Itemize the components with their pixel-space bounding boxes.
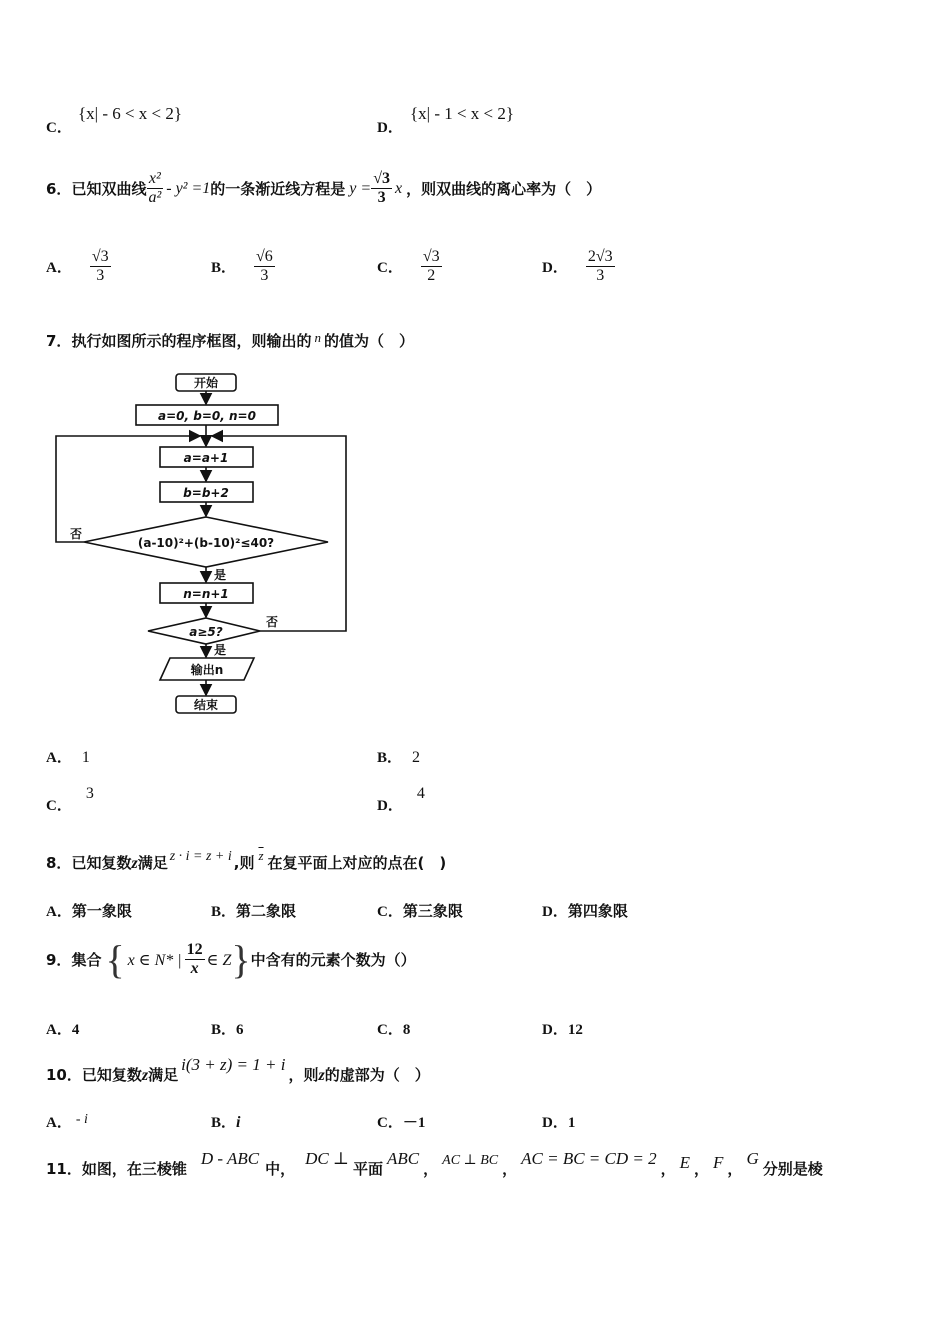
length-equation: AC = BC = CD = 2 [521, 1149, 657, 1168]
option-text: 第二象限 [236, 902, 297, 920]
option-text: 第四象限 [567, 902, 628, 920]
set-right-brace: } [231, 937, 251, 982]
option-value: 6 [236, 1022, 244, 1038]
q7-option-b[interactable] [377, 746, 420, 767]
flowchart [50, 368, 355, 718]
question-text: 平面 [353, 1160, 384, 1178]
option-label: B． [377, 750, 403, 766]
variable-z: z [318, 1067, 325, 1084]
question-text: 中含有的元素个数为（） [250, 951, 416, 969]
punctuation: ， [502, 1160, 518, 1178]
question-text: 的虚部为（ ） [324, 1066, 430, 1084]
question-text: 已知复数 [81, 1066, 142, 1084]
option-value: 4 [71, 1022, 80, 1038]
q8-option-d[interactable] [542, 900, 628, 921]
set-condition-left: x ∈ N* | [127, 951, 182, 969]
q8-option-a[interactable] [46, 900, 132, 921]
option-label: D． [542, 260, 568, 277]
flowchart-cond2-label: a≥5? [189, 625, 223, 639]
option-value: 1 [567, 1115, 576, 1131]
q9-option-c[interactable] [377, 1018, 410, 1039]
flowchart-step2-label: b=b+2 [183, 486, 229, 500]
option-value: 4 [416, 785, 425, 802]
q10-option-a[interactable] [46, 1111, 88, 1132]
option-label: C． [377, 260, 403, 277]
q10-option-c[interactable] [377, 1111, 425, 1132]
variable-z: z [141, 1067, 149, 1084]
q10-option-d[interactable] [542, 1111, 575, 1132]
option-label: A． [46, 750, 72, 766]
question-text: ,则 [233, 854, 255, 872]
flowchart-cond2-yes: 是 [213, 643, 227, 657]
point-g: G [746, 1149, 759, 1168]
question-text: ，则 [288, 1066, 319, 1084]
option-label: D． [377, 798, 403, 814]
option-label: B． [211, 1115, 237, 1131]
q9-option-d[interactable] [542, 1018, 583, 1039]
q5-option-c-label: C． [46, 120, 72, 136]
point-f: F [713, 1153, 724, 1172]
question-text: ，则双曲线的离心率为（ ） [406, 180, 602, 199]
flowchart-cond2-no: 否 [265, 615, 279, 629]
flowchart-output-label: 输出n [190, 663, 224, 677]
q7-option-a[interactable] [46, 746, 90, 767]
flowchart-init-label: a=0, b=0, n=0 [158, 409, 256, 423]
equation: i(3 + z) = 1 + i [181, 1055, 286, 1074]
hyperbola-equation-rest: - y² =1 [166, 179, 211, 197]
option-label: C． [377, 1022, 403, 1038]
q9-option-b[interactable] [211, 1018, 244, 1039]
question-text: 已知复数 [71, 854, 132, 872]
perpendicular-expression: DC ⊥ [305, 1149, 350, 1168]
question-number: 6． [46, 180, 72, 199]
q5-option-c-expression: {x| - 6 < x < 2} [78, 104, 183, 123]
asymptote-x: x [394, 179, 403, 197]
option-value: 12 [567, 1022, 583, 1038]
question-number: 9． [46, 951, 72, 969]
q8-option-b[interactable] [211, 900, 296, 921]
option-label: A． [46, 1115, 72, 1131]
set-fraction: $\frac{12}{x}$ [186, 940, 203, 977]
punctuation: ， [660, 1160, 676, 1178]
asymptote-fraction: $\frac{√3}{3}$ [373, 170, 390, 207]
question-text: 执行如图所示的程序框图，则输出的 [71, 332, 312, 350]
option-fraction: $\frac{√3}{3}$ [91, 248, 109, 285]
question-7 [46, 330, 414, 351]
q5-option-d-expression: {x| - 1 < x < 2} [410, 104, 515, 123]
pyramid-name: D - ABC [200, 1149, 260, 1168]
q9-option-a[interactable] [46, 1018, 79, 1039]
option-value: 8 [402, 1022, 411, 1038]
question-text: 已知双曲线 [71, 180, 147, 199]
question-number: 8． [46, 854, 72, 872]
question-text: 满足 [137, 854, 168, 872]
question-text: 分别是棱 [762, 1160, 823, 1178]
option-label: D． [542, 904, 568, 920]
question-text: 中， [265, 1160, 296, 1178]
question-number: 10． [46, 1066, 82, 1084]
variable-z: z [131, 855, 138, 872]
option-value: 2 [412, 749, 421, 766]
flowchart-step1-label: a=a+1 [183, 451, 229, 465]
variable-z-conjugate: $\overline{z}$ [258, 848, 264, 863]
q8-option-c[interactable] [377, 900, 463, 921]
option-value: i [236, 1114, 241, 1131]
option-label: B． [211, 1022, 237, 1038]
q7-option-c[interactable] [46, 785, 94, 815]
question-text: 集合 [71, 951, 102, 969]
asymptote-lhs: y = [349, 179, 372, 197]
q10-option-b[interactable] [211, 1111, 240, 1132]
q7-option-d[interactable] [377, 785, 425, 815]
point-e: E [679, 1153, 691, 1172]
option-fraction: $\frac{√6}{3}$ [256, 248, 273, 285]
question-text: 的值为（ ） [323, 332, 414, 350]
plane-name: ABC [387, 1149, 420, 1168]
punctuation: ， [423, 1160, 439, 1178]
option-fraction: $\frac{2√3}{3}$ [587, 248, 613, 285]
option-label: D． [542, 1022, 568, 1038]
option-fraction: $\frac{√3}{2}$ [422, 248, 440, 285]
option-label: A． [46, 260, 72, 277]
flowchart-start-label: 开始 [193, 376, 219, 390]
question-number: 7． [46, 332, 72, 350]
question-text: 的一条渐近线方程是 [210, 180, 346, 199]
option-label: B． [211, 260, 237, 277]
question-6 [46, 170, 601, 208]
q6-option-a[interactable] [46, 248, 111, 286]
option-label: C． [377, 1115, 403, 1131]
q5-option-d-label: D． [377, 120, 403, 136]
perpendicular-ac-bc: AC ⊥ BC [442, 1153, 499, 1168]
option-label: C． [377, 904, 403, 920]
question-text: 如图，在三棱锥 [81, 1160, 187, 1178]
equation: z · i = z + i [169, 849, 232, 864]
set-condition-right: ∈ Z [206, 951, 232, 969]
set-left-brace: { [105, 937, 125, 982]
option-text: 第一象限 [71, 902, 132, 920]
flowchart-step3-label: n=n+1 [183, 587, 229, 601]
q6-option-b[interactable] [211, 248, 275, 286]
q6-option-c[interactable] [377, 248, 442, 286]
option-value: －1 [402, 1115, 426, 1131]
option-value: 3 [85, 785, 94, 802]
flowchart-cond1-label: (a-10)²+(b-10)²≤40? [137, 536, 275, 550]
option-value: 1 [81, 749, 90, 766]
punctuation: ， [694, 1160, 710, 1178]
hyperbola-fraction: $\frac{\text{x²}}{\text{a²}}$ [148, 170, 162, 207]
option-label: D． [542, 1115, 568, 1131]
punctuation: ， [727, 1160, 743, 1178]
question-9 [46, 936, 416, 983]
option-label: B． [211, 904, 237, 920]
question-8 [46, 848, 447, 873]
question-text: 满足 [148, 1066, 179, 1084]
variable-n: n [314, 330, 321, 345]
question-number: 11． [46, 1160, 82, 1178]
option-text: 第三象限 [402, 902, 463, 920]
option-label: A． [46, 1022, 72, 1038]
flowchart-cond1-no: 否 [69, 527, 83, 541]
question-text: 在复平面上对应的点在( ) [267, 854, 447, 872]
flowchart-end-label: 结束 [193, 698, 219, 712]
option-label: C． [46, 798, 72, 814]
option-value: - i [75, 1112, 88, 1127]
flowchart-cond1-yes: 是 [213, 568, 227, 582]
question-11 [46, 1149, 823, 1179]
question-10 [46, 1055, 430, 1085]
q6-option-d[interactable] [542, 248, 615, 286]
option-label: A． [46, 904, 72, 920]
